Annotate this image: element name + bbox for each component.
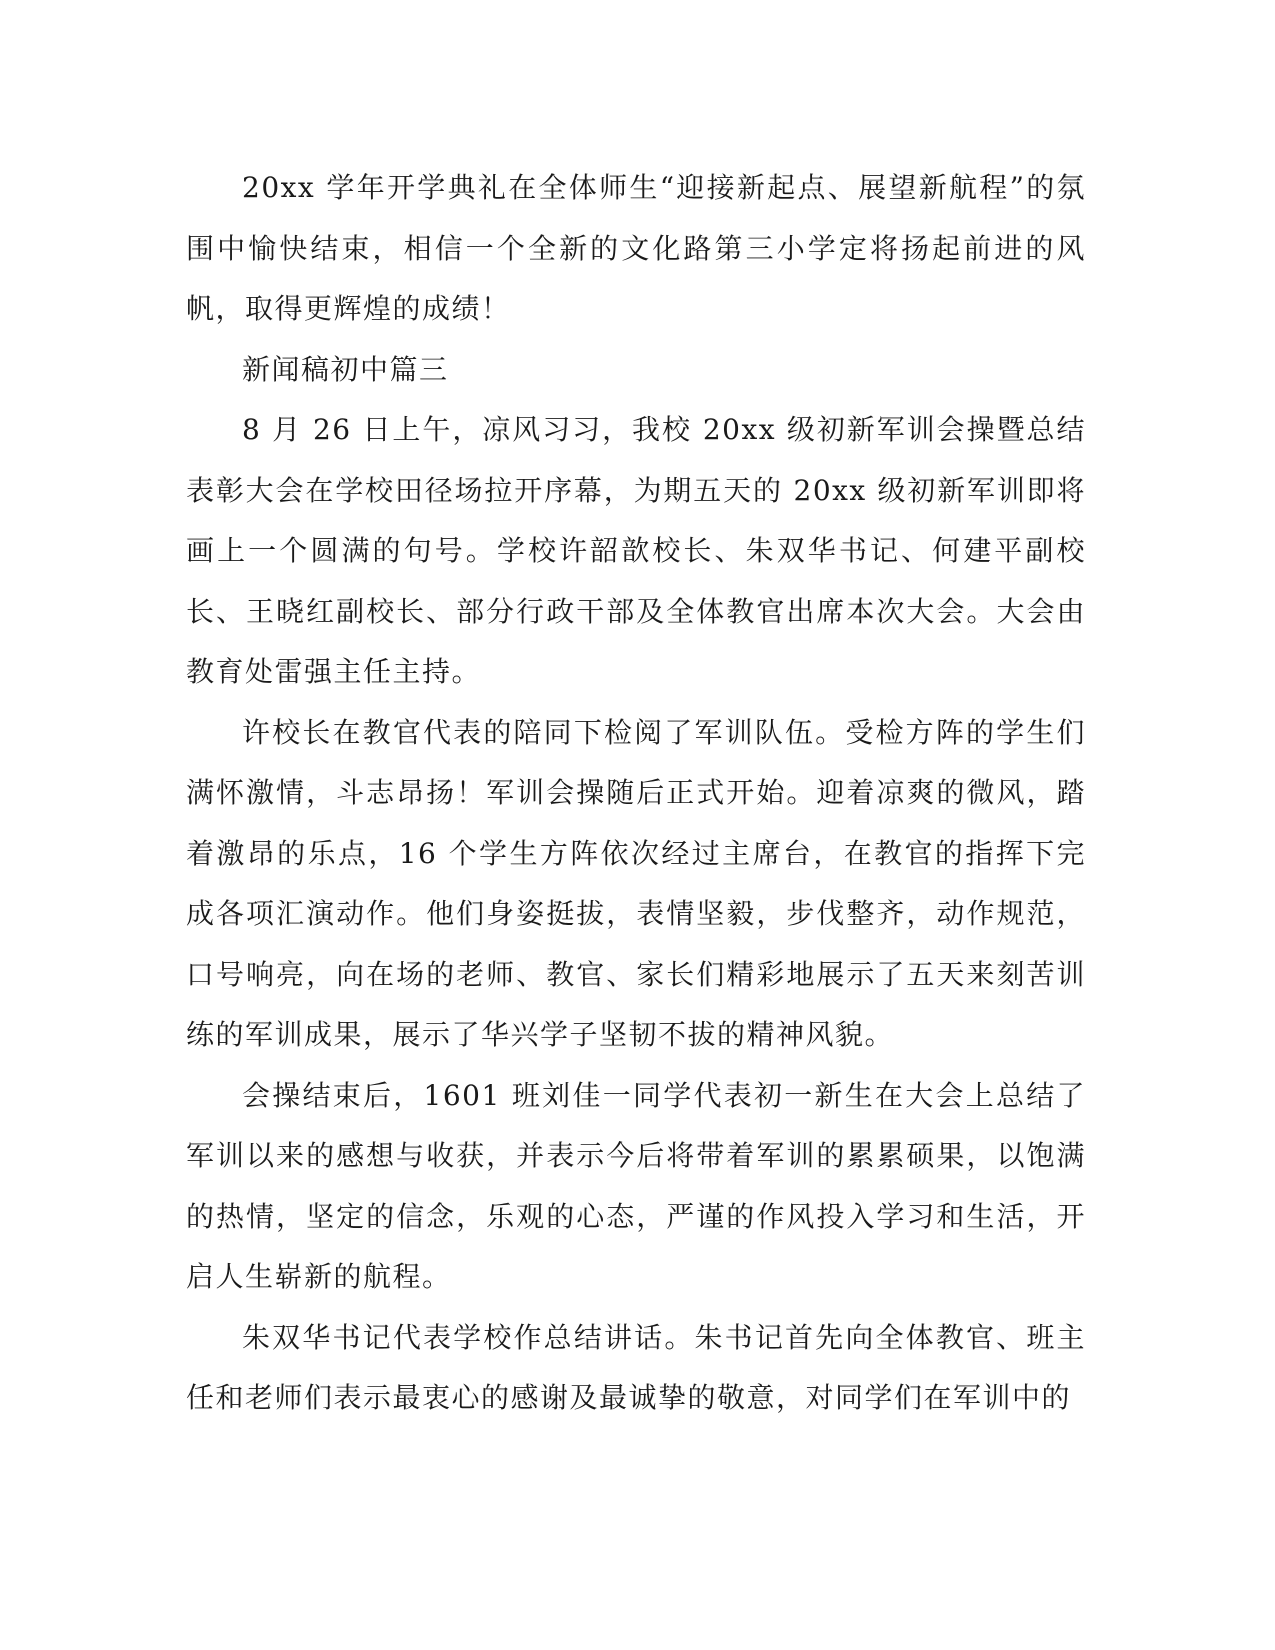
paragraph-review-of-troops: 许校长在教官代表的陪同下检阅了军训队伍。受检方阵的学生们满怀激情，斗志昂扬！军训会操随后正式开始。迎着凉爽的微风，踏着激昂的乐点，16 个学生方阵依次经过主席台，在教官的指挥下完成各项汇演动作。他们身姿挺拔，表情坚毅，步伐整齐，动作规范，口号响亮，向在场的老师、教官、家长们精彩地展示了五天来刻苦训练的军训成果，展示了华兴学子坚韧不拔的精神风貌。 bbox=[186, 715, 1086, 1051]
section-heading: 新闻稿初中篇三 bbox=[242, 352, 449, 386]
paragraph-military-training-ceremony: 8 月 26 日上午，凉风习习，我校 20xx 级初新军训会操暨总结表彰大会在学校田径场拉开序幕，为期五天的 20xx 级初新军训即将画上一个圆满的句号。学校许韶歆校长、朱双华书记、何建平副校长、王晓红副校长、部分行政干部及全体教官出席本次大会。大会由教育处雷强主任主持。 bbox=[186, 413, 1086, 688]
paragraph-student-speech: 会操结束后，1601 班刘佳一同学代表初一新生在大会上总结了军训以来的感想与收获，并表示今后将带着军训的累累硕果，以饱满的热情，坚定的信念，乐观的心态，严谨的作风投入学习和生活，开启人生崭新的航程。 bbox=[186, 1078, 1086, 1293]
paragraph-opening-ceremony-conclusion: 20xx 学年开学典礼在全体师生“迎接新起点、展望新航程”的氛围中愉快结束，相信一个全新的文化路第三小学定将扬起前进的风帆，取得更辉煌的成绩！ bbox=[186, 171, 1086, 325]
paragraph-secretary-speech: 朱双华书记代表学校作总结讲话。朱书记首先向全体教官、班主任和老师们表示最衷心的感谢及最诚挚的敬意，对同学们在军训中的 bbox=[186, 1320, 1086, 1414]
document-body bbox=[186, 158, 1086, 1429]
